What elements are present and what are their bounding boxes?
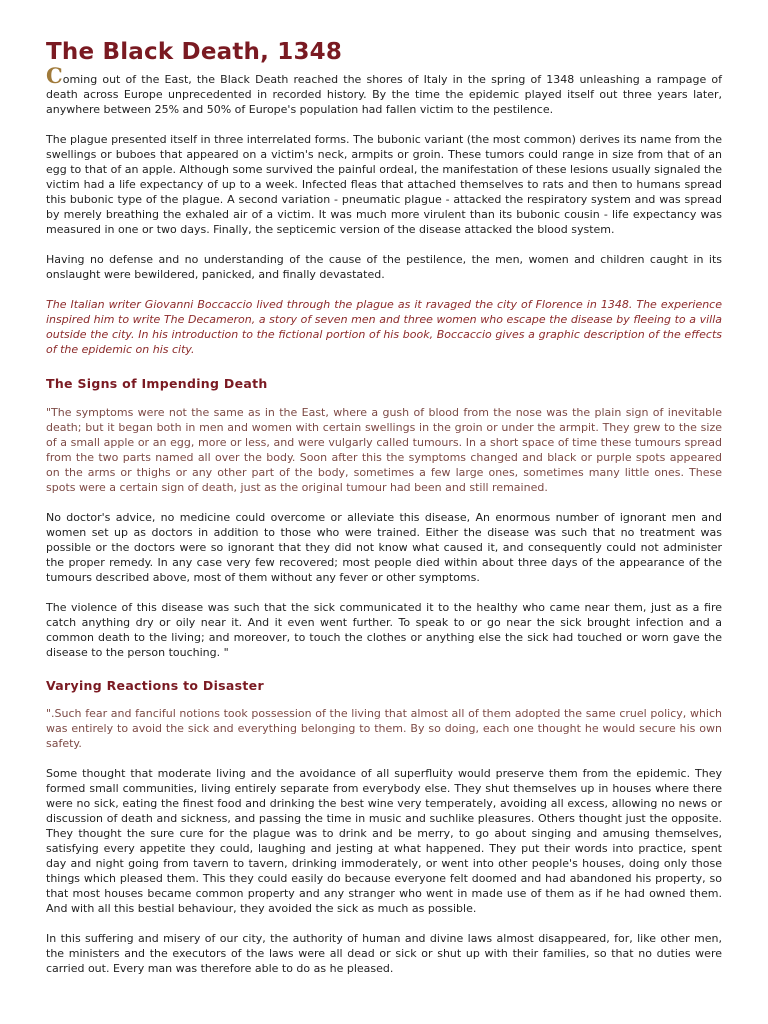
page-title: The Black Death, 1348 xyxy=(46,39,343,65)
boccaccio-intro-paragraph: The Italian writer Giovanni Boccaccio lived through the plague as it ravaged the city of Florence in 1348. The experience inspired him to write The Decameron, a story of seven men and three women who escape the disease by fleeing to a villa outside the city. In his introduction to the fictional portion of his book, Boccaccio gives a graphic description of the effects of the epidemic on his city. xyxy=(46,298,722,356)
symptoms-quote-paragraph: "The symptoms were not the same as in the East, where a gush of blood from the nose was the plain sign of inevitable death; but it began both in men and women with certain swellings in the groin or under the armpit. They grew to the size of a small apple or an egg, more or less, and were vulgarly called tumours. In a short space of time these tumours spread from the two parts named all over the body. Soon after this the symptoms changed and black or purple spots appeared on the arms or thighs or any other part of the body, sometimes a few large ones, sometimes many little ones. These spots were a certain sign of death, just as the original tumour had been and still remained. xyxy=(46,406,722,494)
violence-paragraph: The violence of this disease was such that the sick communicated it to the healthy who came near them, just as a fire catch anything dry or oily near it. And it even went further. To speak to or go near the sick brought infection and a common death to the living; and moreover, to touch the clothes or anything else the sick had touched or worn gave the disease to the person touching. " xyxy=(46,601,722,659)
doctors-paragraph: No doctor's advice, no medicine could overcome or alleviate this disease, An enormous number of ignorant men and women set up as doctors in addition to those who were trained. Either the disease was such that no treatment was possible or the doctors were so ignorant that they did not know what caused it, and consequently could not administer the proper remedy. In any case very few recovered; most people died within about three days of the appearance of the tumours described above, most of them without any fever or other symptoms. xyxy=(46,511,722,584)
drop-cap: C xyxy=(46,63,63,88)
section-heading-signs: The Signs of Impending Death xyxy=(46,376,268,391)
fear-quote-paragraph: ".Such fear and fanciful notions took possession of the living that almost all of them adopted the same cruel policy, which was entirely to avoid the sick and everything belonging to them. By so doing, each one thought he would secure his own safety. xyxy=(46,707,722,750)
moderate-living-paragraph: Some thought that moderate living and the avoidance of all superfluity would preserve them from the epidemic. They formed small communities, living entirely separate from everybody else. They shut themselves up in houses where there were no sick, eating the finest food and drinking the best wine very temperately, avoiding all excess, allowing no news or discussion of death and sickness, and passing the time in music and suchlike pleasures. Others thought just the opposite. They thought the sure cure for the plague was to drink and be merry, to go about singing and amusing themselves, satisfying every appetite they could, laughing and jesting at what happened. They put their words into practice, spent day and night going from tavern to tavern, drinking immoderately, or went into other people's houses, doing only those things which pleased them. This they could easily do because everyone felt doomed and had abandoned his property, so that most houses became common property and any stranger who went in made use of them as if he had owned them. And with all this bestial behaviour, they avoided the sick as much as possible. xyxy=(46,767,722,915)
no-defense-paragraph: Having no defense and no understanding of the cause of the pestilence, the men, women and children caught in its onslaught were bewildered, panicked, and finally devastated. xyxy=(46,253,722,281)
plague-forms-paragraph: The plague presented itself in three interrelated forms. The bubonic variant (the most common) derives its name from the swellings or buboes that appeared on a victim's neck, armpits or groin. These tumors could range in size from that of an egg to that of an apple. Although some survived the painful ordeal, the manifestation of these lesions usually signaled the victim had a life expectancy of up to a week. Infected fleas that attached themselves to rats and then to humans spread this bubonic type of the plague. A second variation - pneumatic plague - attacked the respiratory system and was spread by merely breathing the exhaled air of a victim. It was much more virulent than its bubonic cousin - life expectancy was measured in one or two days. Finally, the septicemic version of the disease attacked the blood system. xyxy=(46,133,722,236)
section-heading-reactions: Varying Reactions to Disaster xyxy=(46,678,264,693)
intro-text: oming out of the East, the Black Death reached the shores of Italy in the spring of 1348 unleashing a rampage of death across Europe unprecedented in recorded history. By the time the epidemic played itself out three years later, anywhere between 25% and 50% of Europe's population had fallen victim to the pestilence. xyxy=(46,73,722,116)
suffering-paragraph: In this suffering and misery of our city, the authority of human and divine laws almost disappeared, for, like other men, the ministers and the executors of the laws were all dead or sick or shut up with their families, so that no duties were carried out. Every man was therefore able to do as he pleased. xyxy=(46,932,722,975)
intro-paragraph xyxy=(46,63,722,117)
